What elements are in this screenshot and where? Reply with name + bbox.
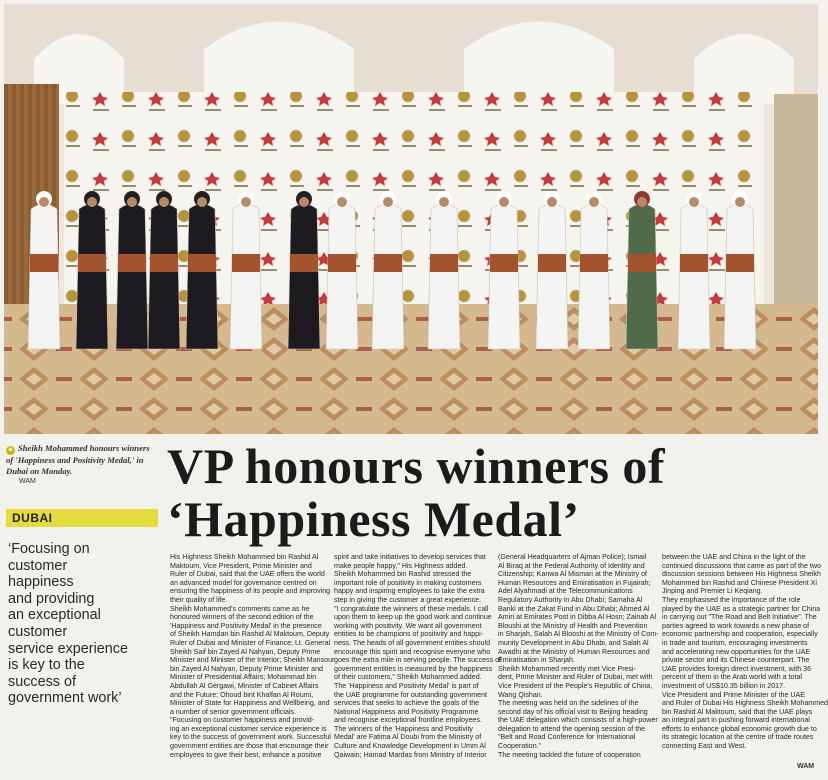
article-line: of their customers," Sheikh Mohammed added. bbox=[334, 673, 482, 682]
person-face bbox=[735, 197, 745, 207]
article-line: His Highness Sheikh Mohammed bin Rashid Al bbox=[170, 553, 319, 561]
article-line: second day of his official visit to Beijing heading bbox=[498, 707, 648, 716]
article-line: Awadhi at the Ministry of Human Resources and bbox=[498, 647, 650, 656]
article-line: Ruler of Dubai and Minister of Finance; Lt. General bbox=[170, 638, 331, 647]
certificate bbox=[374, 254, 402, 272]
certificate bbox=[188, 254, 216, 272]
person-figure bbox=[288, 204, 320, 349]
article-line: encourage this spirit and recognise everyone who bbox=[334, 647, 491, 656]
article-column-2 bbox=[334, 553, 502, 759]
section-tag-label: DUBAI bbox=[12, 511, 53, 525]
headline-line-2: ‘Happiness Medal’ bbox=[167, 491, 580, 547]
certificate bbox=[580, 254, 608, 272]
article-line: an integral part in pushing forward international bbox=[662, 716, 810, 725]
news-photo bbox=[4, 4, 818, 434]
article-line: ensuring the happiness of its people and improving bbox=[170, 587, 331, 596]
person-figure bbox=[428, 204, 460, 349]
article-line: services that seeks to achieve the goals of the bbox=[334, 699, 480, 708]
article-line: Al Biraq at the Federal Authority of Identity and bbox=[498, 561, 645, 570]
end-credit: WAM bbox=[797, 763, 815, 770]
article-line: Minister of Presidential Affairs; Mohammad bin bbox=[170, 673, 317, 682]
article-line: government entities is measured by the happiness bbox=[334, 664, 493, 673]
person-face bbox=[383, 197, 393, 207]
article-line: Wang Qishan. bbox=[498, 690, 543, 699]
article-line: private sector and its Chinese counterpart. The bbox=[662, 656, 810, 665]
certificate bbox=[150, 254, 178, 272]
caption-line-2: of 'Happiness and Positivity Medal,' in bbox=[6, 455, 144, 465]
person-face bbox=[337, 197, 347, 207]
article-line: "I congratulate the winners of these medals. I call bbox=[334, 604, 489, 613]
article-line: its strategic location at the centre of trade routes bbox=[662, 733, 814, 742]
person-figure bbox=[724, 204, 756, 349]
person-figure bbox=[76, 204, 108, 349]
certificate bbox=[78, 254, 106, 272]
article-line: Medal' are Fatima Al Doubi from the Ministry of bbox=[334, 733, 482, 742]
article-line: the UAE programme for outstanding government bbox=[334, 690, 487, 699]
article-line: happy and inspiring employees to take the extra bbox=[334, 587, 485, 596]
certificate bbox=[680, 254, 708, 272]
article-column-1 bbox=[170, 553, 335, 759]
certificate bbox=[430, 254, 458, 272]
person-face bbox=[159, 197, 169, 207]
article-line: ing an exceptional customer service experience is bbox=[170, 724, 327, 733]
article-line: employees to give their best, enhance a positive bbox=[170, 750, 322, 759]
article-line: make people happy," His Highness added. bbox=[334, 561, 468, 570]
article-line: the UAE delegation which consists of a high-power bbox=[498, 716, 658, 725]
article-line: and the Future; Ohoud bint Khalfan Al Roumi, bbox=[170, 690, 314, 699]
person-figure bbox=[578, 204, 610, 349]
article-line: honoured winners of the second edition of the bbox=[170, 613, 314, 622]
article-line: and Ruler of Dubai His Highness Sheikh Mohammed bbox=[662, 699, 828, 708]
person-face bbox=[87, 197, 97, 207]
article-line: Sheikh Saif bin Zayed Al Nahyan, Deputy Prime bbox=[170, 647, 321, 656]
article-line: UAE provides foreign direct investment, with 36 bbox=[662, 664, 812, 673]
article-line: entities to be champions of positivity and happi- bbox=[334, 630, 484, 639]
article-line: parties agreed to work towards a new phase of bbox=[662, 621, 810, 630]
article-column-4 bbox=[662, 553, 828, 751]
article-line: The winners of the 'Happiness and Positivity bbox=[334, 724, 473, 733]
article-line: efforts to enhance global economic growth due to bbox=[662, 724, 817, 733]
article-line: The 'Happiness and Positivity Medal' is part of bbox=[334, 681, 479, 690]
article-line: Amiri at Emirates Post in Dibba Al Hosn; Zainab Al bbox=[498, 613, 657, 622]
certificate bbox=[328, 254, 356, 272]
article-line: in trade and tourism, encouraging investments bbox=[662, 638, 808, 647]
article-line: Minister and Minister of the Interior; Sheikh Mansour bbox=[170, 656, 335, 665]
article-line: Abdullah Al Gergawi, Minister of Cabinet Affairs bbox=[170, 681, 319, 690]
article-line: between the UAE and China in the light of the bbox=[662, 553, 806, 561]
article-line: key to the success of government work. Successful bbox=[170, 733, 331, 742]
article-line: continued discussions that came as part of the two bbox=[662, 561, 821, 570]
article-line: Human Resources and Emiratisation in Fujairah; bbox=[498, 578, 651, 587]
person-face bbox=[241, 197, 251, 207]
pull-quote-line: success of bbox=[8, 673, 76, 690]
article-line: "Focusing on customer happiness and provid- bbox=[170, 716, 315, 725]
article-line: Minister of State for Happiness and Wellbeing, and bbox=[170, 699, 330, 708]
person-face bbox=[589, 197, 599, 207]
pull-quote-line: government work’ bbox=[8, 690, 122, 707]
article-line: Adel Alyahmadi at the Telecommunications bbox=[498, 587, 633, 596]
article-line: goes the extra mile in serving people. The success of bbox=[334, 656, 502, 665]
person-figure bbox=[536, 204, 568, 349]
article-line: Sheikh Mohammed recently met Vice Presi- bbox=[498, 664, 636, 673]
article-line: and recognise exceptional frontline employees. bbox=[334, 716, 482, 725]
person-face bbox=[499, 197, 509, 207]
article-line: their quality of life. bbox=[170, 595, 228, 604]
person-face bbox=[439, 197, 449, 207]
pull-quote-line: customer bbox=[8, 623, 68, 640]
person-face bbox=[299, 197, 309, 207]
person-face bbox=[689, 197, 699, 207]
person-figure bbox=[148, 204, 180, 349]
article-line: Vice President and Prime Minister of the UAE bbox=[662, 690, 805, 699]
article-line: Cooperation." bbox=[498, 742, 542, 751]
person-face bbox=[637, 197, 647, 207]
article-line: National Happiness and Positivity Programme bbox=[334, 707, 479, 716]
caption-credit: WAM bbox=[19, 478, 36, 485]
article-line: played by the UAE as a strategic partner for China bbox=[662, 604, 821, 613]
person-figure bbox=[230, 204, 262, 349]
certificate bbox=[726, 254, 754, 272]
article-line: Maktoum, Vice President, Prime Minister and bbox=[170, 561, 312, 570]
pull-quote-line: an exceptional bbox=[8, 607, 101, 624]
person-face bbox=[127, 197, 137, 207]
article-line: The meeting tackled the future of cooperation bbox=[498, 750, 641, 759]
article-line: They emphasised the importance of the role bbox=[662, 595, 801, 604]
article-line: economic partnership and cooperation, especially bbox=[662, 630, 818, 639]
article-line: Vice President of the People's Republic of China, bbox=[498, 681, 653, 690]
person-figure bbox=[186, 204, 218, 349]
article-line: bin Zayed Al Nahyan, Deputy Prime Minister and bbox=[170, 664, 323, 673]
caption-line-1: Sheikh Mohammed honours winners bbox=[18, 443, 150, 453]
article-line: "Belt and Road Conference for International bbox=[498, 733, 636, 742]
article-line: (General Headquarters of Ajman Police); Ismail bbox=[498, 553, 647, 561]
person-figure bbox=[326, 204, 358, 349]
headline bbox=[167, 440, 807, 546]
pull-quote-line: service experience bbox=[8, 640, 128, 657]
article-line: Mohammed bin Rashid and Chinese President Xi bbox=[662, 578, 817, 587]
article-column-3 bbox=[498, 553, 659, 759]
article-line: Qaiwain; Hamad Mardas from Ministry of Interior bbox=[334, 750, 487, 759]
article-line: step in giving the customer a great experience. bbox=[334, 595, 482, 604]
article-line: important role of positivity in making customers bbox=[334, 578, 482, 587]
article-line: in Sharjah, Salah Al Blooshi at the Ministry of Com- bbox=[498, 630, 659, 639]
article-line: and accelerating new opportunities for the UAE bbox=[662, 647, 811, 656]
person-figure bbox=[488, 204, 520, 349]
article-line: ness. The heads of all government entities should bbox=[334, 638, 491, 647]
caption-bullet-icon: ✦ bbox=[7, 446, 14, 454]
article-line: spirit and take initiatives to develop services that bbox=[334, 553, 486, 561]
article-line: discussion sessions between His Highness Sheikh bbox=[662, 570, 821, 579]
article-line: connecting East and West. bbox=[662, 742, 747, 751]
article-line: in carrying out "The Road and Belt Initiative". The bbox=[662, 613, 817, 622]
article-line: Sheikh Mohammed's comments came as he bbox=[170, 604, 310, 613]
article-line: Sheikh Mohammed bin Rashid stressed the bbox=[334, 570, 472, 579]
article-line: The meeting was held on the sidelines of the bbox=[498, 699, 639, 708]
article-line: dent, Prime Minister and Ruler of Dubai, met with bbox=[498, 673, 653, 682]
certificate bbox=[118, 254, 146, 272]
article-line: Emiratisation in Sharjah. bbox=[498, 656, 575, 665]
headline-line-1: VP honours winners of bbox=[167, 438, 666, 494]
person-figure bbox=[28, 204, 60, 349]
pull-quote-line: and providing bbox=[8, 590, 95, 607]
article-line: working with positivity. We want all government bbox=[334, 621, 482, 630]
certificate bbox=[490, 254, 518, 272]
person-figure bbox=[678, 204, 710, 349]
person-face bbox=[197, 197, 207, 207]
certificate bbox=[232, 254, 260, 272]
article-line: investment of US$10.35 billion in 2017. bbox=[662, 681, 786, 690]
certificate bbox=[290, 254, 318, 272]
person-face bbox=[547, 197, 557, 207]
article-line: bin Rashid Al Maktoum, said that the UAE plays bbox=[662, 707, 813, 716]
article-line: 'Happiness and Positivity Medal' in the presence bbox=[170, 621, 322, 630]
article-line: Ruler of Dubai, said that the UAE offers the world bbox=[170, 570, 325, 579]
article-line: Bloushi at the Ministry of Health and Prevention bbox=[498, 621, 648, 630]
article-line: Bariki at the Zakat Fund in Abu Dhabi; Ahmed Al bbox=[498, 604, 650, 613]
article-line: Culture and Knowledge Development in Umm Al bbox=[334, 742, 486, 751]
person-figure bbox=[116, 204, 148, 349]
article-line: delegation to attend the opening session of the bbox=[498, 724, 646, 733]
article-line: an advanced model for governance centred on bbox=[170, 578, 317, 587]
pull-quote-line: is key to the bbox=[8, 657, 85, 674]
article-line: Citizenship; Kanwa Al Mismari at the Ministry of bbox=[498, 570, 648, 579]
certificate bbox=[538, 254, 566, 272]
certificate bbox=[628, 254, 656, 272]
article-line: government entities are those that encourage their bbox=[170, 742, 329, 751]
photo-caption bbox=[6, 443, 166, 488]
article-line: a number of senior government officials. bbox=[170, 707, 297, 716]
article-line: percent of them in the Arab world with a total bbox=[662, 673, 802, 682]
certificate bbox=[30, 254, 58, 272]
person-face bbox=[39, 197, 49, 207]
caption-line-3: Dubai on Monday. bbox=[6, 465, 73, 476]
article-line: Regulatory Authority in Abu Dhabi; Samaha Al bbox=[498, 595, 643, 604]
pull-quote bbox=[8, 541, 168, 707]
person-figure bbox=[626, 204, 658, 349]
article-line: of Sheikh Hamdan bin Rashid Al Maktoum, Deputy bbox=[170, 630, 330, 639]
person-figure bbox=[372, 204, 404, 349]
article-line: upon them to keep up the good work and continue bbox=[334, 613, 492, 622]
pull-quote-line: customer bbox=[8, 557, 68, 574]
article-line: munity Development in Abu Dhabi, and Salah Al bbox=[498, 638, 649, 647]
article-line: Jinping and Premier Li Keqiang. bbox=[662, 587, 763, 596]
pull-quote-line: ‘Focusing on bbox=[8, 541, 90, 557]
pull-quote-line: happiness bbox=[8, 574, 74, 591]
section-tag bbox=[6, 509, 158, 527]
